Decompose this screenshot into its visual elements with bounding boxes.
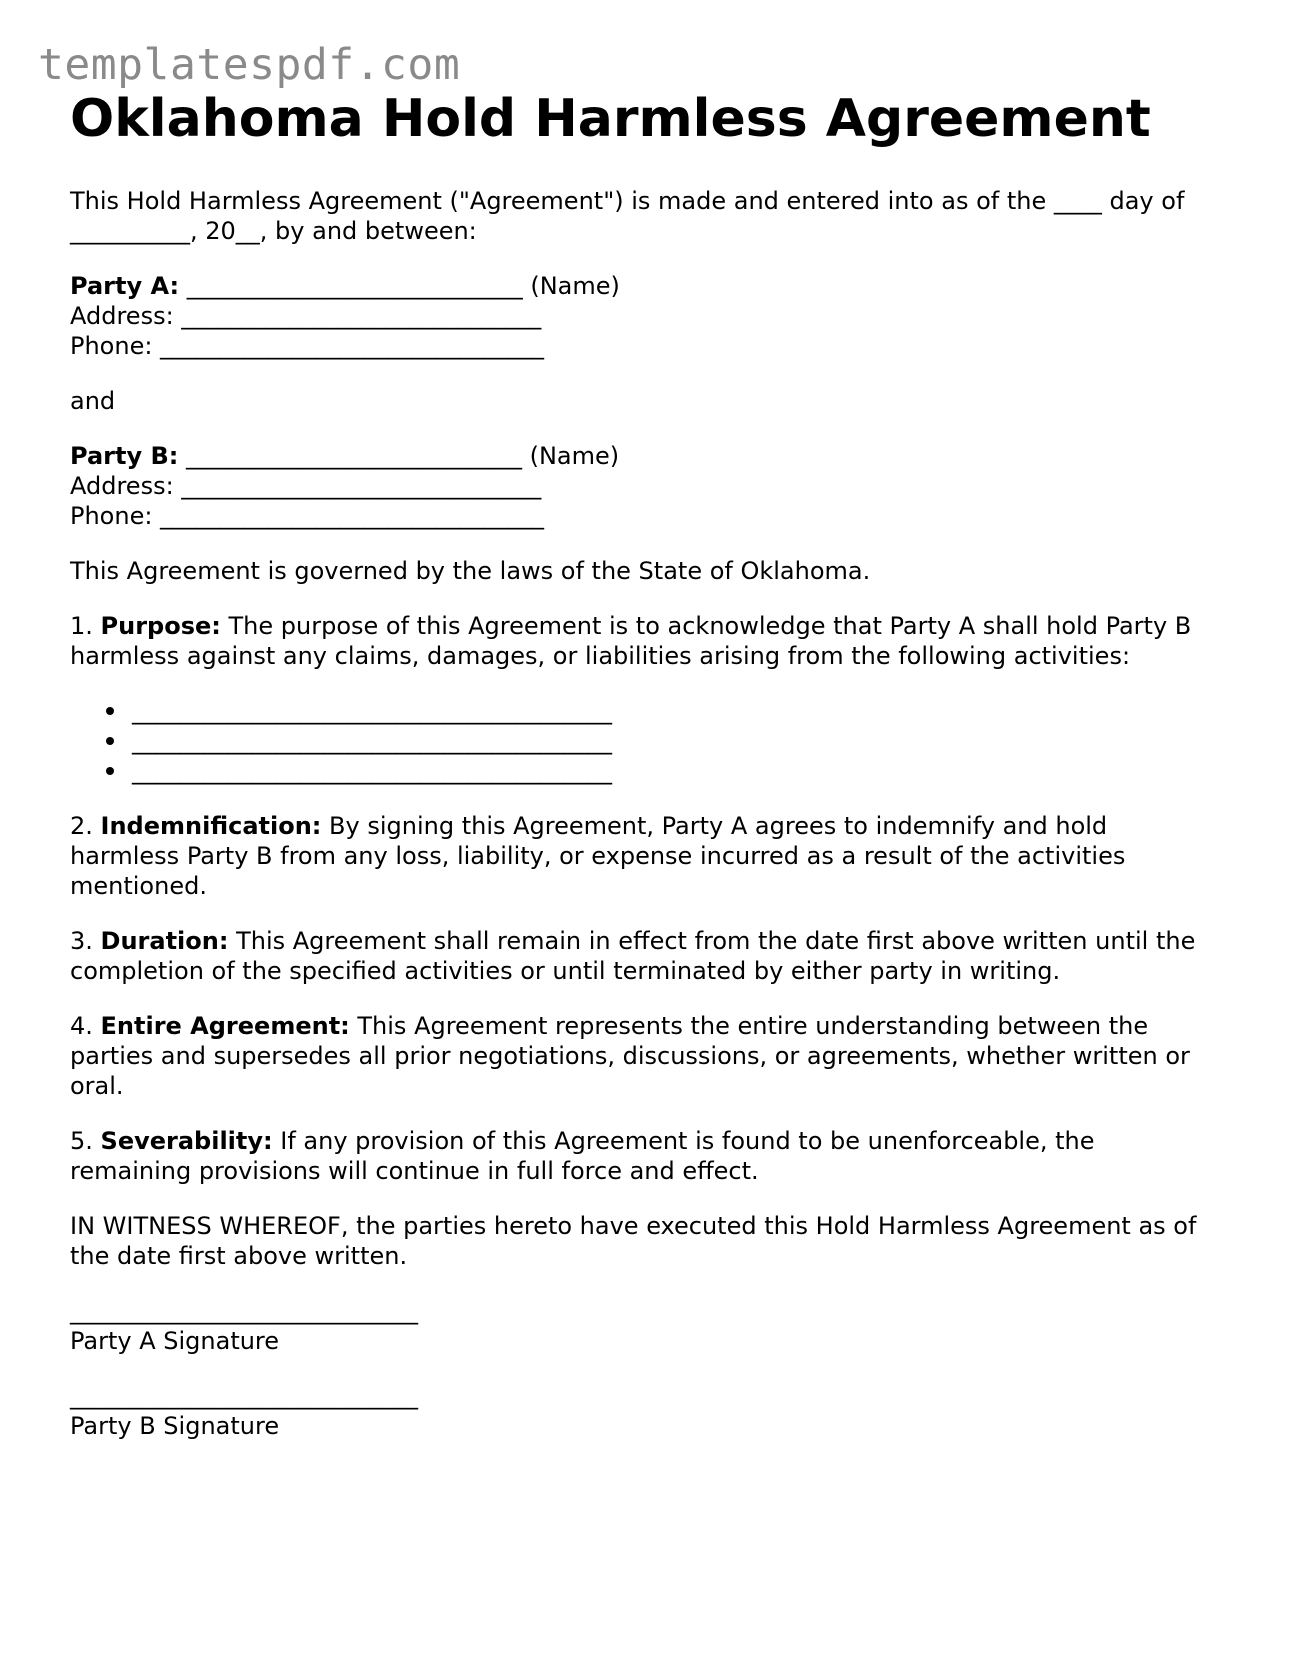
governing-law-text: This Agreement is governed by the laws of the State of Oklahoma. <box>70 557 871 585</box>
activity-blank-field[interactable]: ________________________________________ <box>110 756 1220 786</box>
party-a-signature-field[interactable]: _____________________________ <box>70 1297 418 1325</box>
section-number: 3. <box>70 927 101 955</box>
intro-paragraph: This Hold Harmless Agreement ("Agreement") is made and entered into as of the ____ day of __________, 20__, by and between: <box>70 187 1185 245</box>
section-number: 4. <box>70 1012 101 1040</box>
section-severability <box>70 1126 1220 1186</box>
activity-blank-field[interactable]: ________________________________________ <box>110 696 1220 726</box>
party-a-address-field[interactable]: Address: ______________________________ <box>70 302 542 330</box>
party-b-phone-field[interactable]: Phone: ________________________________ <box>70 502 545 530</box>
section-heading: Purpose: <box>100 612 221 640</box>
section-text: If any provision of this Agreement is found to be unenforceable, the remaining provisions will continue in full force and effect. <box>70 1127 1095 1185</box>
party-a-signature-block <box>70 1296 1220 1356</box>
section-text: This Agreement shall remain in effect from the date first above written until the completion of the specified activities or until terminated by either party in writing. <box>70 927 1196 985</box>
watermark-text: templatespdf.com <box>38 40 461 90</box>
party-b-label: Party B: <box>70 442 179 470</box>
party-b-signature-field[interactable]: _____________________________ <box>70 1382 418 1410</box>
party-b-signature-block <box>70 1381 1220 1441</box>
section-heading: Duration: <box>100 927 229 955</box>
section-heading: Indemnification: <box>100 812 322 840</box>
section-purpose <box>70 611 1220 671</box>
section-text: By signing this Agreement, Party A agrees to indemnify and hold harmless Party B from any loss, liability, or expense incurred as a result of the activities mentioned. <box>70 812 1126 900</box>
section-heading: Severability: <box>100 1127 273 1155</box>
section-duration <box>70 926 1220 986</box>
party-a-label: Party A: <box>70 272 180 300</box>
section-text: The purpose of this Agreement is to acknowledge that Party A shall hold Party B harmless against any claims, damages, or liabilities arising from the following activities: <box>70 612 1192 670</box>
party-a-name-field[interactable]: ____________________________ (Name) <box>179 272 620 300</box>
section-text: This Agreement represents the entire understanding between the parties and supersedes all prior negotiations, discussions, or agreements, whether written or oral. <box>70 1012 1190 1100</box>
page-title: Oklahoma Hold Harmless Agreement <box>70 89 1151 149</box>
section-number: 2. <box>70 812 101 840</box>
section-number: 1. <box>70 612 101 640</box>
section-entire-agreement <box>70 1011 1220 1101</box>
activities-list <box>70 696 1220 786</box>
party-b-signature-label: Party B Signature <box>70 1412 280 1440</box>
party-b-name-field[interactable]: ____________________________ (Name) <box>178 442 620 470</box>
party-a-block <box>70 271 1220 361</box>
party-a-name-line <box>70 271 1220 301</box>
section-number: 5. <box>70 1127 101 1155</box>
activity-blank-field[interactable]: ________________________________________ <box>110 726 1220 756</box>
section-heading: Entire Agreement: <box>100 1012 350 1040</box>
witness-paragraph: IN WITNESS WHEREOF, the parties hereto have executed this Hold Harmless Agreement as of the date first above written. <box>70 1212 1197 1270</box>
party-a-phone-field[interactable]: Phone: ________________________________ <box>70 332 545 360</box>
connector-text: and <box>70 387 116 415</box>
party-a-signature-label: Party A Signature <box>70 1327 280 1355</box>
section-indemnification <box>70 811 1220 901</box>
party-b-address-field[interactable]: Address: ______________________________ <box>70 472 542 500</box>
agreement-body <box>70 186 1220 1466</box>
party-b-block <box>70 441 1220 531</box>
party-b-name-line <box>70 441 1220 471</box>
